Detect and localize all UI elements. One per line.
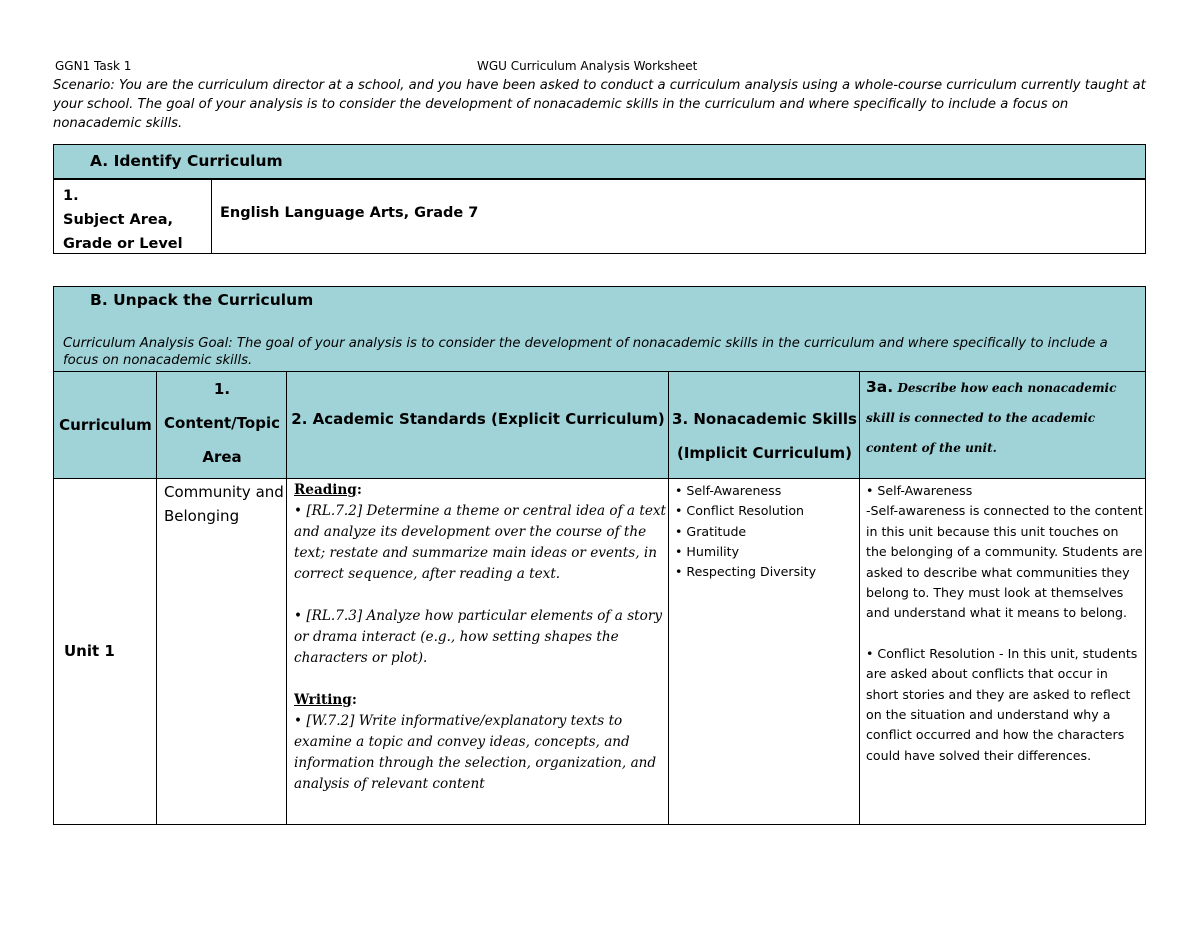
standard-rl-7-2: • [RL.7.2] Determine a theme or central idea of a text and analyze its development over the course of the text; restate and summarize main ideas or events, in correct sequence, after reading a text.: [294, 503, 666, 582]
self-awareness-title: • Self-Awareness: [866, 483, 973, 498]
header-nonacademic-line1: 3. Nonacademic Skills: [672, 410, 857, 428]
header-content-topic: [157, 372, 287, 474]
table-header-row: [54, 372, 1145, 479]
section-b-header: [53, 286, 1146, 373]
nonacademic-skills-list: [675, 481, 816, 582]
header-academic-standards: 2. Academic Standards (Explicit Curriculum): [291, 410, 665, 428]
section-a-row: [53, 178, 1146, 254]
section-b-title: B. Unpack the Curriculum: [90, 291, 314, 309]
academic-standards-cell: Reading: • [RL.7.2] Determine a theme or central idea of a text and analyze its development over the course of the text; restate and summarize main ideas or events, in correct sequence, after reading a text. • [RL.7.3] Analyze how particular elements of a story or drama interact (e.g., how setting shapes the characters or plot). Writing: • [W.7.2] Write informative/explanatory texts to examine a topic and convey ideas, concepts, and information through the selection, organization, and analysis of relevant content: [294, 480, 669, 795]
standard-rl-7-3: • [RL.7.3] Analyze how particular elements of a story or drama interact (e.g., how setting shapes the characters or plot).: [294, 608, 663, 666]
list-item: • Humility: [675, 543, 740, 559]
subject-area-number: 1.: [63, 188, 79, 204]
column-divider: [211, 179, 212, 253]
standard-w-7-2: • [W.7.2] Write informative/explanatory texts to examine a topic and convey ideas, concepts, and information through the selection, organization, and analysis of relevant content: [294, 713, 657, 792]
header-content-line1: Content/Topic: [164, 414, 280, 432]
skill-connection-cell: [866, 481, 1143, 766]
task-label: GGN1 Task 1: [55, 59, 132, 73]
curriculum-table: [53, 371, 1146, 825]
header-content-number: 1.: [213, 380, 231, 398]
subject-area-label-line2: Grade or Level: [63, 236, 183, 252]
section-a-header: [53, 144, 1146, 180]
subject-area-label-line1: Subject Area,: [63, 212, 174, 228]
subject-area-value: English Language Arts, Grade 7: [220, 205, 479, 221]
col-divider-2: [286, 372, 287, 824]
col-divider-1: [156, 372, 157, 824]
header-nonacademic-skills: [669, 402, 860, 470]
reading-heading: Reading: [294, 482, 357, 498]
worksheet-title: WGU Curriculum Analysis Worksheet: [477, 59, 698, 73]
list-item: • Self-Awareness: [675, 483, 782, 498]
scenario-text: Scenario: You are the curriculum director at a school, and you have been asked to conduct a curriculum analysis using a whole-course curriculum currently taught at your school. The goal of your analysis is to consider the development of nonacademic skills in the curriculum and where specifically to include a focus on nonacademic skills.: [53, 78, 1146, 131]
header-content-line2: Area: [202, 448, 242, 466]
self-awareness-description: -Self-awareness is connected to the content in this unit because this unit touches on the belonging of a community. Students are asked to describe what communities they belong to. They must look at themselves and understand what it means to belong.: [866, 503, 1143, 621]
writing-heading: Writing: [294, 692, 352, 708]
analysis-goal-text: Curriculum Analysis Goal: The goal of your analysis is to consider the development of nonacademic skills in the curriculum and where specifically to include a focus on nonacademic skills.: [63, 336, 1108, 368]
list-item: • Gratitude: [675, 523, 747, 539]
unit-label: Unit 1: [64, 642, 115, 660]
header-nonacademic-line2: (Implicit Curriculum): [676, 444, 852, 462]
header-describe-text: Describe how each nonacademic skill is connected to the academic content of the unit.: [866, 381, 1117, 455]
section-a-title: A. Identify Curriculum: [90, 152, 283, 170]
header-curriculum: Curriculum: [59, 416, 152, 434]
conflict-resolution-description: • Conflict Resolution - In this unit, students are asked about conflicts that occur in short stories and they are asked to reflect on the situation and understand why a conflict occurred and how the characters could have solved their differences.: [866, 645, 1138, 763]
header-describe-connection: [866, 372, 1142, 463]
col-divider-4: [859, 372, 860, 824]
header-describe-number: 3a.: [866, 378, 894, 396]
list-item: • Respecting Diversity: [675, 564, 817, 580]
subject-area-label: [63, 184, 183, 256]
list-item: • Conflict Resolution: [675, 503, 805, 519]
content-topic-cell: Community and Belonging: [164, 483, 284, 525]
